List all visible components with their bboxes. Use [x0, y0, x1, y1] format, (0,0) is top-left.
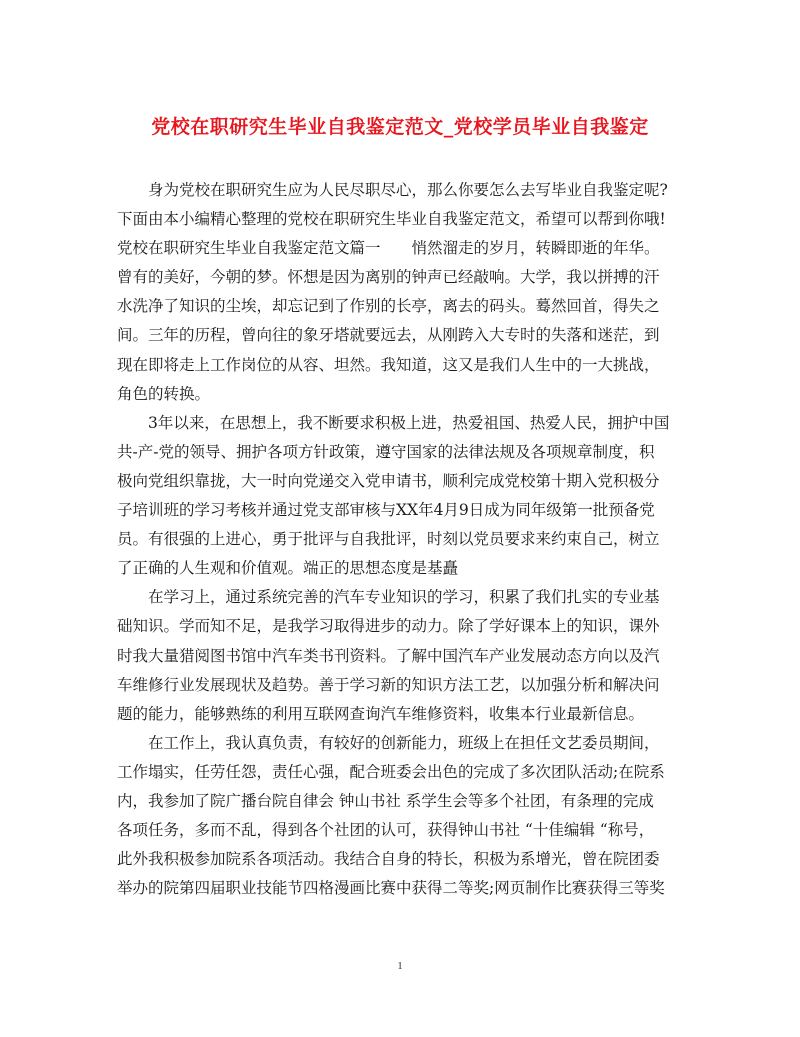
text-line: 举办的院第四届职业技能节四格漫画比赛中获得二等奖;网页制作比赛获得三等奖	[117, 879, 665, 898]
text-line: 极向党组织靠拢，大一时向党递交入党申请书，顺利完成党校第十期入党积极分	[117, 471, 660, 490]
text-line: 下面由本小编精心整理的党校在职研究生毕业自我鉴定范文，希望可以帮到你哦!	[117, 210, 666, 229]
page-number: 1	[397, 960, 403, 972]
text-line: 现在即将走上工作岗位的从容、坦然。我知道，这又是我们人生中的一大挑战，	[117, 355, 660, 374]
text-line: 水洗净了知识的尘埃，却忘记到了作别的长亭，离去的码头。蓦然回首，得失之	[117, 297, 660, 316]
document-title: 党校在职研究生毕业自我鉴定范文_党校学员毕业自我鉴定	[151, 116, 649, 138]
text-line: 此外我积极参加院系各项活动。我结合自身的特长，积极为系增光，曾在院团委	[117, 850, 660, 869]
text-line: 在工作上，我认真负责，有较好的创新能力，班级上在担任文艺委员期间，	[148, 733, 660, 752]
text-line: 时我大量猎阅图书馆中汽车类书刊资料。了解中国汽车产业发展动态方向以及汽	[117, 646, 660, 665]
text-line: 工作塌实，任劳任怨，责任心强，配合班委会出色的完成了多次团队活动;在院系	[117, 762, 665, 781]
paragraph-work	[117, 729, 683, 904]
paragraph-intro	[117, 176, 683, 409]
text-line: 车维修行业发展现状及趋势。善于学习新的知识方法工艺，以加强分析和解决问	[117, 675, 660, 694]
text-line: 各项任务，多而不乱，得到各个社团的认可，获得钟山书社 “十佳编辑 “称号，	[117, 821, 655, 840]
text-line: 共-产-党的领导、拥护各项方针政策，遵守国家的法律法规及各项规章制度，积	[117, 442, 655, 461]
text-line: 内，我参加了院广播台院自律会 钟山书社 系学生会等多个社团，有条理的完成	[117, 791, 654, 810]
text-line: 曾有的美好，今朝的梦。怀想是因为离别的钟声已经敲响。大学，我以拼搏的汗	[117, 268, 660, 287]
paragraph-study	[117, 583, 683, 728]
text-line: 员。有很强的上进心，勇于批评与自我批评，时刻以党员要求来约束自己，树立	[117, 530, 660, 549]
text-line: 子培训班的学习考核并通过党支部审核与XX年4月9日成为同年级第一批预备党	[117, 501, 655, 520]
text-line: 身为党校在职研究生应为人民尽职尽心，那么你要怎么去写毕业自我鉴定呢?	[148, 181, 668, 199]
document-body	[117, 176, 683, 903]
text-line: 角色的转换。	[117, 384, 211, 403]
text-line: 础知识。学而知不足，是我学习取得进步的动力。除了学好课本上的知识，课外	[117, 617, 660, 636]
text-line: 间。三年的历程，曾向往的象牙塔就要远去，从刚跨入大专时的失落和迷茫，到	[117, 326, 660, 345]
text-line: 3年以来，在思想上，我不断要求积极上进，热爱祖国、热爱人民，拥护中国	[148, 413, 670, 432]
text-line: 在学习上，通过系统完善的汽车专业知识的学习，积累了我们扎实的专业基	[148, 588, 660, 607]
text-line: 党校在职研究生毕业自我鉴定范文篇一 悄然溜走的岁月，转瞬即逝的年华。	[117, 239, 660, 258]
text-line: 了正确的人生观和价值观。端正的思想态度是基矗	[117, 559, 459, 578]
paragraph-thought	[117, 409, 683, 584]
text-line: 题的能力，能够熟练的利用互联网查询汽车维修资料，收集本行业最新信息。	[117, 704, 645, 723]
